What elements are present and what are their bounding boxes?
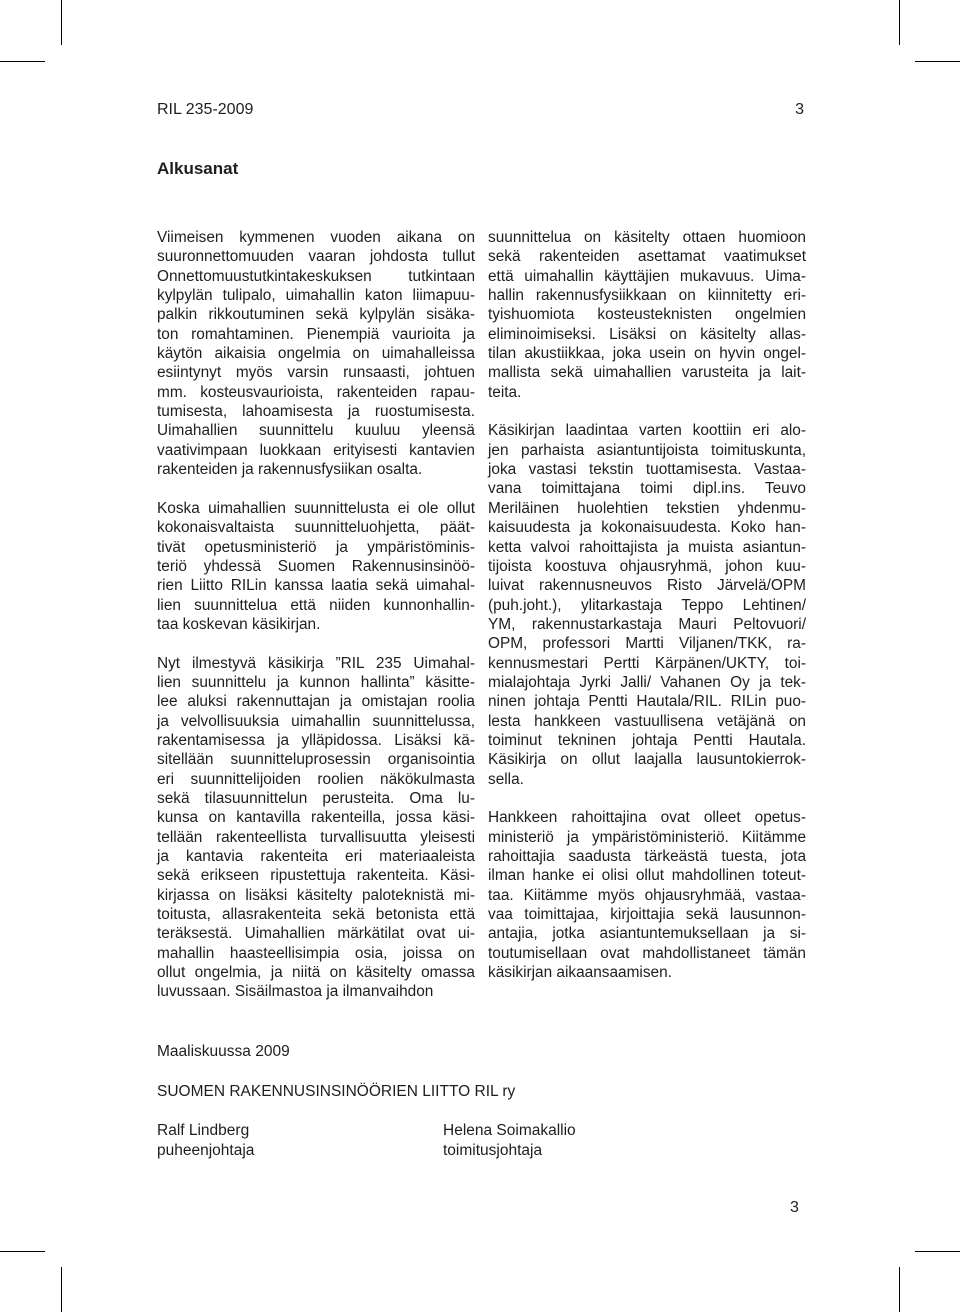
text-line: mahallin haasteellisimpia osia, joissa on [157, 944, 475, 962]
text-line: ja velvollisuuksia uimahallin suunnittelussa, [157, 712, 475, 730]
text-line: vaa toimittajaa, kirjoittajia sekä lausunnon- [488, 906, 806, 924]
organization-name: SUOMEN RAKENNUSINSINÖÖRIEN LIITTO RIL ry [157, 1083, 516, 1100]
closing-date: Maaliskuussa 2009 [157, 1043, 290, 1060]
text-line: teita. [488, 383, 522, 401]
text-line: ninen johtaja Pentti Hautala/RIL. RILin puo- [488, 693, 806, 711]
text-line: lien suunnittelua että niiden kunnonhallin- [157, 596, 475, 614]
text-line: ilman hanke ei olisi ollut mahdollinen toteut- [488, 867, 806, 885]
text-line: rahoittajia saadusta tärkeästä tuesta, jota [488, 848, 806, 865]
text-line: rakentamisessa ja ylläpidossa. Lisäksi kä- [157, 731, 475, 749]
text-line: luvussaan. Sisäilmastoa ja ilmanvaihdon [157, 983, 434, 1001]
left-text-column [157, 228, 475, 1002]
signer2-title: toimitusjohtaja [443, 1142, 543, 1159]
text-line: tivät opetusministeriö ja ympäristöminis- [157, 538, 475, 556]
paragraph-gap [157, 479, 475, 498]
footer-page-number: 3 [790, 1199, 799, 1216]
text-line: kirjassa on lisäksi käsitelty paloteknistä mi- [157, 886, 475, 904]
text-line: sekä tilasuunnittelun perusteita. Oma lu- [157, 789, 475, 807]
text-line: mallista sekä uimahallien varusteita ja lait- [488, 364, 806, 382]
text-line: Meriläinen huolehtien tekstien yhdenmu- [488, 499, 806, 517]
text-line: sella. [488, 770, 524, 788]
text-line: Viimeisen kymmenen vuoden aikana on [157, 229, 475, 246]
crop-mark [61, 0, 62, 45]
text-line: tellään rakenteellista turvallisuutta yleisesti [157, 828, 475, 846]
paragraph-gap [157, 634, 475, 653]
crop-mark [0, 1251, 45, 1252]
text-line: toutumisellaan ovat mahdollistaneet tämän [488, 944, 806, 962]
paragraph [488, 808, 806, 982]
text-line: suuronnettomuuden vaaran johdosta tullut [157, 248, 475, 266]
text-line: tyishuomiota kosteusteknisten ongelmien [488, 306, 806, 324]
paragraph [157, 654, 475, 1002]
paragraph-gap [488, 402, 806, 421]
text-line: kunsa on kantavilla rakenteilla, jossa käsi- [157, 809, 475, 827]
running-title: RIL 235-2009 [157, 101, 254, 118]
text-line: sekä erikseen ripustettuja rakenteita. Käsi- [157, 867, 475, 885]
crop-mark [915, 61, 960, 62]
crop-mark [899, 0, 900, 45]
text-line: toiminut tekninen johtaja Pentti Hautala. [488, 731, 806, 749]
text-line: ollut ongelmia, ja niitä on käsitelty omassa [157, 964, 475, 982]
text-line: teriö yhdessä Suomen Rakennusinsinöö- [157, 557, 475, 575]
text-line: taa. Kiitämme myös ohjausryhmää, vastaa- [488, 886, 806, 904]
paragraph [157, 499, 475, 634]
text-line: rakenteiden ja rakennusfysiikan osalta. [157, 461, 423, 479]
text-line: lee aluksi rakennuttajan ja omistajan roolia [157, 693, 475, 711]
text-line: Käsikirjan laadintaa varten koottiin eri alo- [488, 422, 806, 440]
text-line: tilan akustiikkaa, joka usein on hyvin ongel- [488, 345, 806, 363]
text-line: kylpylän tulipalo, uimahallin katon liimapuu- [157, 287, 475, 305]
text-line: lesta hankkeen vastuullisena vetäjänä on [488, 712, 806, 730]
right-text-column [488, 228, 806, 982]
text-line: että uimahallin käyttäjien mukavuus. Uima- [488, 267, 806, 285]
text-line: Koska uimahallien suunnittelusta ei ole ollut [157, 499, 475, 517]
text-line: mialajohtaja Jyrki Jalli/ Vahanen Oy ja tek- [488, 673, 806, 691]
text-line: lien suunnittelu ja kunnon hallinta” käsitte- [157, 673, 475, 691]
crop-mark [899, 1267, 900, 1312]
paragraph [488, 228, 806, 402]
text-line: hallin rakennusfysiikkaan on kiinnitetty eri- [488, 287, 806, 305]
text-line: Nyt ilmestyvä käsikirja ”RIL 235 Uimahal- [157, 654, 475, 672]
text-line: tijoista koostuva ohjausryhmä, johon kuu- [488, 557, 806, 575]
signer1-name: Ralf Lindberg [157, 1122, 250, 1139]
text-line: ministeriö ja ympäristöministeriö. Kiitämme [488, 828, 806, 846]
text-line: teräksestä. Uimahallien märkätilat ovat ui- [157, 925, 475, 943]
paragraph-gap [488, 789, 806, 808]
text-line: kokonaisvaltaista suunnitteluohjetta, päät- [157, 519, 475, 537]
signer2-name: Helena Soimakallio [443, 1122, 576, 1139]
text-line: palkin rikkoutuminen sekä kylpylän sisäka- [157, 306, 475, 324]
text-line: OPM, professori Martti Viljanen/TKK, ra- [488, 635, 806, 653]
paragraph [157, 228, 475, 479]
text-line: käytön aikaisia ongelmia on uimahalleissa [157, 345, 475, 363]
text-line: vana toimittajana toimi dipl.ins. Teuvo [488, 480, 806, 498]
text-line: toitusta, allasrakenteita sekä betonista että [157, 906, 475, 924]
text-line: antajia, jotka asiantuntemuksellaan ja si- [488, 925, 806, 943]
signer1-title: puheenjohtaja [157, 1142, 255, 1159]
text-line: luivat rakennusneuvos Risto Järvelä/OPM [488, 577, 806, 595]
text-line: YM, rakennustarkastaja Mauri Peltovuori/ [488, 615, 806, 633]
text-line: sekä rakenteiden asettamat vaatimukset [488, 248, 806, 266]
text-line: Hankkeen rahoittajina ovat olleet opetus- [488, 809, 806, 827]
text-line: eri suunnittelijoiden roolien näkökulmasta [157, 770, 475, 788]
text-line: rien Liitto RILin kanssa laatia sekä uimahal- [157, 577, 475, 595]
text-line: käsikirjan aikaansaamisen. [488, 964, 672, 982]
crop-mark [915, 1251, 960, 1252]
crop-mark [61, 1267, 62, 1312]
text-line: vaativimpaan luokkaan erityisesti kantavien [157, 441, 475, 459]
paragraph [488, 421, 806, 789]
text-line: ketta valvoi rahoittajista ja muista asiantun- [488, 538, 806, 556]
text-line: mm. kosteusvaurioista, rakenteiden rapau- [157, 383, 475, 401]
text-line: ja kantavia rakenteita eri materiaaleista [157, 848, 475, 865]
text-line: suunnittelua on käsitelty ottaen huomioon [488, 229, 806, 246]
text-line: esiintynyt myös varsin runsaasti, johtuen [157, 364, 475, 382]
text-line: ton romahtaminen. Pienempiä vaurioita ja [157, 325, 475, 343]
text-line: sitellään suunnitteluprosessin organisointia [157, 751, 475, 769]
text-line: taa koskevan käsikirjan. [157, 615, 321, 633]
crop-mark [0, 61, 45, 62]
text-line: kennusmestari Pertti Kärpänen/UKTY, toi- [488, 654, 806, 672]
text-line: eliminoimiseksi. Lisäksi on käsitelty allas- [488, 325, 806, 343]
text-line: jen parhaista asiantuntijoista toimituskunta, [488, 441, 806, 459]
text-line: Onnettomuustutkintakeskuksen tutkintaan [157, 267, 475, 285]
text-line: tumisesta, lahoamisesta ja ruostumisesta. [157, 403, 475, 421]
text-line: kaisuudesta ja kokonaisuudesta. Koko han- [488, 519, 806, 537]
text-line: joka vastasi tekstin tuottamisesta. Vastaa- [488, 461, 806, 479]
page-number: 3 [795, 101, 804, 118]
text-line: (puh.joht.), ylitarkastaja Teppo Lehtinen/ [488, 596, 806, 614]
text-line: Käsikirja on ollut laajalla lausuntokierrok- [488, 751, 806, 769]
text-line: Uimahallien suunnittelu kuuluu yleensä [157, 422, 475, 440]
page-title: Alkusanat [157, 159, 239, 178]
